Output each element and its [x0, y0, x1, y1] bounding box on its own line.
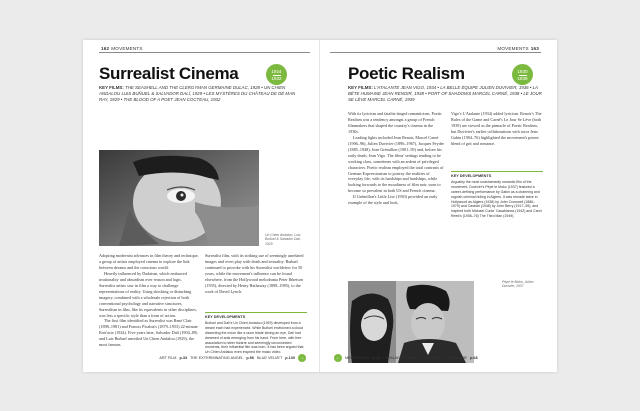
right-key-films-label: KEY FILMS: [348, 85, 373, 90]
right-key-dev-text: Arguably the most unashamedly romantic film of the movement, Duvivier's Pépé le Moko (1937) featured a career-defining performance by Gabin as a charming and roguish criminal hiding in Algiers. It was remade twice in Hollywood as Algiers (1938) by John Cromwell (1886–1979) and Casbah (1948) by John Berry (1917–99), and inspired both Michael Curtiz' Casablanca (1942) and Carol Reed's (1906–76) The Third Man (1949). [451, 180, 542, 219]
un-chien-andalou-photo [99, 150, 259, 246]
arrow-right-icon[interactable]: → [299, 355, 305, 361]
book-spread [83, 40, 557, 372]
left-see-also [159, 354, 306, 362]
see-also-title[interactable]: L'ATALANTE [383, 356, 405, 360]
left-key-films [99, 85, 304, 103]
right-body-col1 [348, 111, 444, 271]
right-date-badge [512, 64, 533, 85]
see-also-title[interactable]: THE EXTERMINATING ANGEL [190, 356, 244, 360]
left-photo-caption: Un Chien Andalou, Luis Buñuel & Salvador Dalí, 1929 [265, 233, 301, 246]
left-key-films-label: KEY FILMS: [99, 85, 124, 90]
right-key-dev-title: KEY DEVELOPMENTS [451, 171, 543, 179]
right-see-also [334, 354, 478, 362]
right-badge-end: 1939 [517, 76, 528, 82]
left-badge-start: 1924 [271, 69, 282, 74]
left-header-rule [99, 52, 310, 53]
eye-scene-image [99, 150, 259, 246]
left-section-label: MOVEMENTS [111, 46, 143, 51]
right-body-col2 [451, 111, 543, 147]
left-page [83, 40, 320, 372]
right-col2-para: Vigo's L'Atalante (1934) added lyricism. Renoir's The Rules of the Game and Carné's Le Jour Se Lève (both 1939) are viewed as the pinnacle of Poetic Realism, but Duvivier's earlier collaborations with actor Jean Gabin (1904–76) highlighted the movement's potent blend of grit and romance. [451, 111, 542, 146]
right-page-title: Poetic Realism [348, 64, 465, 83]
left-col2-para: Surrealist film, with its striking use of seemingly unrelated images and overt play with death and sexuality. Buñuel continued to provoke with his Surrealist worldview for 50 years, while the movement's influence can be found elsewhere, from the Hollywood melodrama Peter Ibbetson (1935), directed by Henry Hathaway (1898–1985), to the work of David Lynch. [205, 253, 304, 294]
left-col1-para: Adopting modernist advances in film theory and technique, a group of artists employed cinema to explore the link between dreams and the conscious world. [99, 253, 199, 270]
left-badge-end: 1932 [271, 76, 282, 82]
left-key-dev-title: KEY DEVELOPMENTS [205, 312, 307, 320]
right-col1-para: With its lyricism and fatalist-tinged romanticism, Poetic Realism was a tendency amongst a group of French filmmakers that shaped the country's cinema in the 1930s. [348, 111, 442, 134]
left-col1-para: Heavily influenced by Dadaism, which embraced irrationality and absurdism over reason and logic, Surrealist artists saw in film a way to challenge representations of reality. Using shocking or disturbing imagery, combined with a wholesale rejection of both conventional psychology and narrative structures, Surrealism in film, like its equivalents in other disciplines, was less a specific style than a form of action. [99, 270, 197, 318]
right-key-films [348, 85, 543, 103]
see-also-page[interactable]: p.96 [408, 356, 416, 360]
see-also-title[interactable]: ART FILM [159, 356, 177, 360]
left-page-number: 162 [101, 46, 110, 51]
see-also-title[interactable]: MELODRAMA [345, 356, 370, 360]
left-page-title: Surrealist Cinema [99, 64, 239, 83]
see-also-title[interactable]: BLUE VELVET [257, 356, 283, 360]
left-key-films-list: THE SEASHELL AND THE CLERGYMAN GERMAINE DULAC, 1928 • UN CHIEN ANDALOU LUIS BUÑUEL & SALVADOR DALÍ, 1929 • LES MYSTÈRES DU CHÂTEAU DE DÉ MAN RAY, 1929 • THE BLOOD OF A POET JEAN COCTEAU, 1932 [99, 85, 296, 102]
left-body-col1 [99, 253, 199, 363]
left-folio [99, 46, 143, 51]
left-date-badge [266, 64, 287, 85]
right-col1-para: If Grémillon's Little Lise (1930) provided an early example of the style and look, [348, 194, 438, 206]
left-col1-para: The first film identified as Surrealist was René Clair (1898–1981) and Francis Picabia's (1879–1953) 22-minute Entr'acte (1924). Five years later, Salvador Dalí (1904–89) and Luis Buñuel unveiled Un Chien Andalou (1929), the most famous [99, 318, 198, 348]
see-also-title[interactable]: THE RULES OF THE GAME [418, 356, 468, 360]
right-col1-para: Leading lights included Jean Renoir, Marcel Carné (1906–96), Julien Duvivier (1896–1967), Jacques Feyder (1885–1948), Jean Grémillon (1901–59) and, before his early death, Jean Vigo. The films' settings tending to be working class, sometimes with an ardent of privileged characters. Poetic realism employed the total contrasts of German Expressionism to portray the realities of everyday life, with its hardships and hardships, while looking forwards to the moodiness of film noir, soon to become so prevalent in both US and French cinema. [348, 134, 444, 194]
right-photo-caption: Pépé le Moko, Julien Duvivier, 1937 [502, 280, 534, 289]
left-key-developments [205, 312, 307, 355]
right-badge-start: 1930 [517, 69, 528, 74]
couple-scene-image [348, 281, 474, 363]
right-folio [497, 46, 541, 51]
right-section-label: MOVEMENTS [497, 46, 529, 51]
right-page [320, 40, 557, 372]
see-also-page[interactable]: p.130 [285, 356, 295, 360]
right-header-rule [330, 52, 541, 53]
right-key-films-list: L'ATALANTE JEAN VIGO, 1934 • LA BELLE ÉQUIPE JULIEN DUVIVIER, 1936 • LA BÊTE HUMAINE JEAN RENOIR, 1938 • PORT OF SHADOWS MARCEL CARNÉ, 1938 • LE JOUR SE LÈVE MARCEL CARNÉ, 1939 [348, 85, 542, 102]
right-key-developments [451, 171, 543, 219]
pepe-le-moko-photo [348, 281, 474, 363]
right-page-number: 163 [530, 46, 539, 51]
see-also-page[interactable]: p.33 [179, 356, 188, 360]
left-key-dev-text: Buñuel and Dalí's Un Chien Andalou (1929) developed from a dream each had experienced. While Buñuel envisioned a cloud dissecting the moon like a razor blade slicing an eye, Dalí had dreamed of ants emerging from his hand. From here, with free association to steer bizarre and seemingly unconnected moments, their influential film was born. It has been argued that Un Chien Andalou even inspired the music video. [205, 321, 304, 355]
arrow-left-icon[interactable]: ← [335, 355, 341, 361]
see-also-page[interactable]: p.23 [372, 356, 381, 360]
see-also-page[interactable]: p.68 [470, 356, 478, 360]
see-also-page[interactable]: p.96 [246, 356, 255, 360]
left-body-col2 [205, 253, 307, 295]
